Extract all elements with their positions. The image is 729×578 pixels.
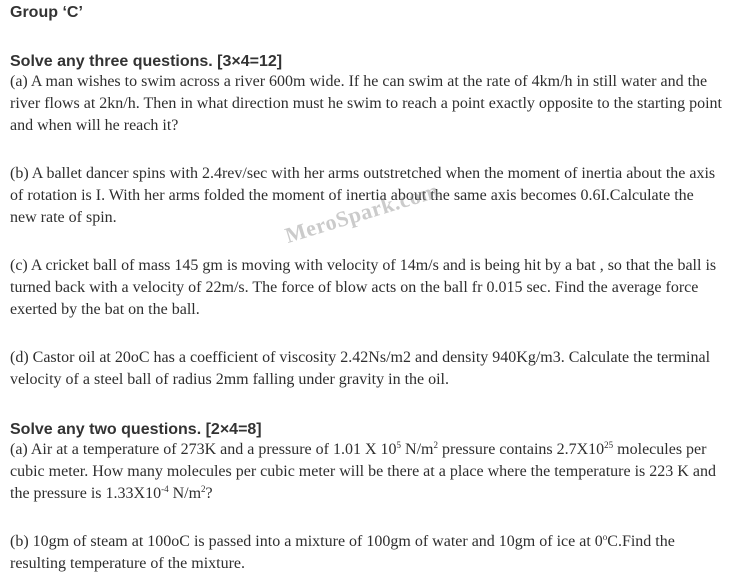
- question-text: (b) A ballet dancer spins with 2.4rev/sec with her arms outstretched when the moment of inertia about the axis of rotation is I. With her arms folded the moment of inertia about the same axis becomes 0.6I.Calculate the new rate of spin.: [10, 165, 716, 226]
- section-1-heading-block: [10, 52, 722, 72]
- question-1b: [10, 163, 722, 229]
- question-text: (b) 10gm of steam at 100oC is passed into a mixture of 100gm of water and 10gm of ice at 0$^o$C.Find the resulting temperature of the mixture.: [10, 532, 675, 572]
- question-1c: [10, 255, 722, 321]
- question-2b: [10, 531, 722, 575]
- section-2-heading-block: [10, 420, 722, 440]
- question-text: (d) Castor oil at 20oC has a coefficient of viscosity 2.42Ns/m2 and density 940Kg/m3. Calculate the terminal velocity of a steel ball of radius 2mm falling under gravity in the oil.: [10, 349, 711, 388]
- section-1-heading: Solve any three questions. [3×4=12]: [10, 53, 283, 70]
- question-1a: [10, 71, 722, 137]
- watermark: MeroSpark.com: [282, 177, 442, 248]
- section-2-heading: Solve any two questions. [2×4=8]: [10, 421, 262, 438]
- group-title: Group ‘C’: [10, 4, 83, 21]
- question-1d: [10, 347, 722, 391]
- question-text: (a) A man wishes to swim across a river 600m wide. If he can swim at the rate of 4km/h in still water and the river flows at 2kn/h. Then in what direction must he swim to reach a point exactly opposite to the starting point and when will he reach it?: [10, 73, 722, 134]
- question-2a: [10, 439, 722, 505]
- question-text: (a) Air at a temperature of 273K and a pressure of 1.01 X $10^5$ $N/m^2$ pressure contains $2.7X10^{25}$ molecules per cubic meter. How many molecules per cubic meter will be there at a place where the temperature is 223 K and the pressure is $1.33X10^{-4}$ $N/m^2$?: [10, 440, 716, 502]
- question-text: (c) A cricket ball of mass 145 gm is moving with velocity of 14m/s and is being hit by a bat , so that the ball is turned back with a velocity of 22m/s. The force of blow acts on the ball fr 0.015 sec. Find the average force exerted by the bat on the ball.: [10, 257, 717, 318]
